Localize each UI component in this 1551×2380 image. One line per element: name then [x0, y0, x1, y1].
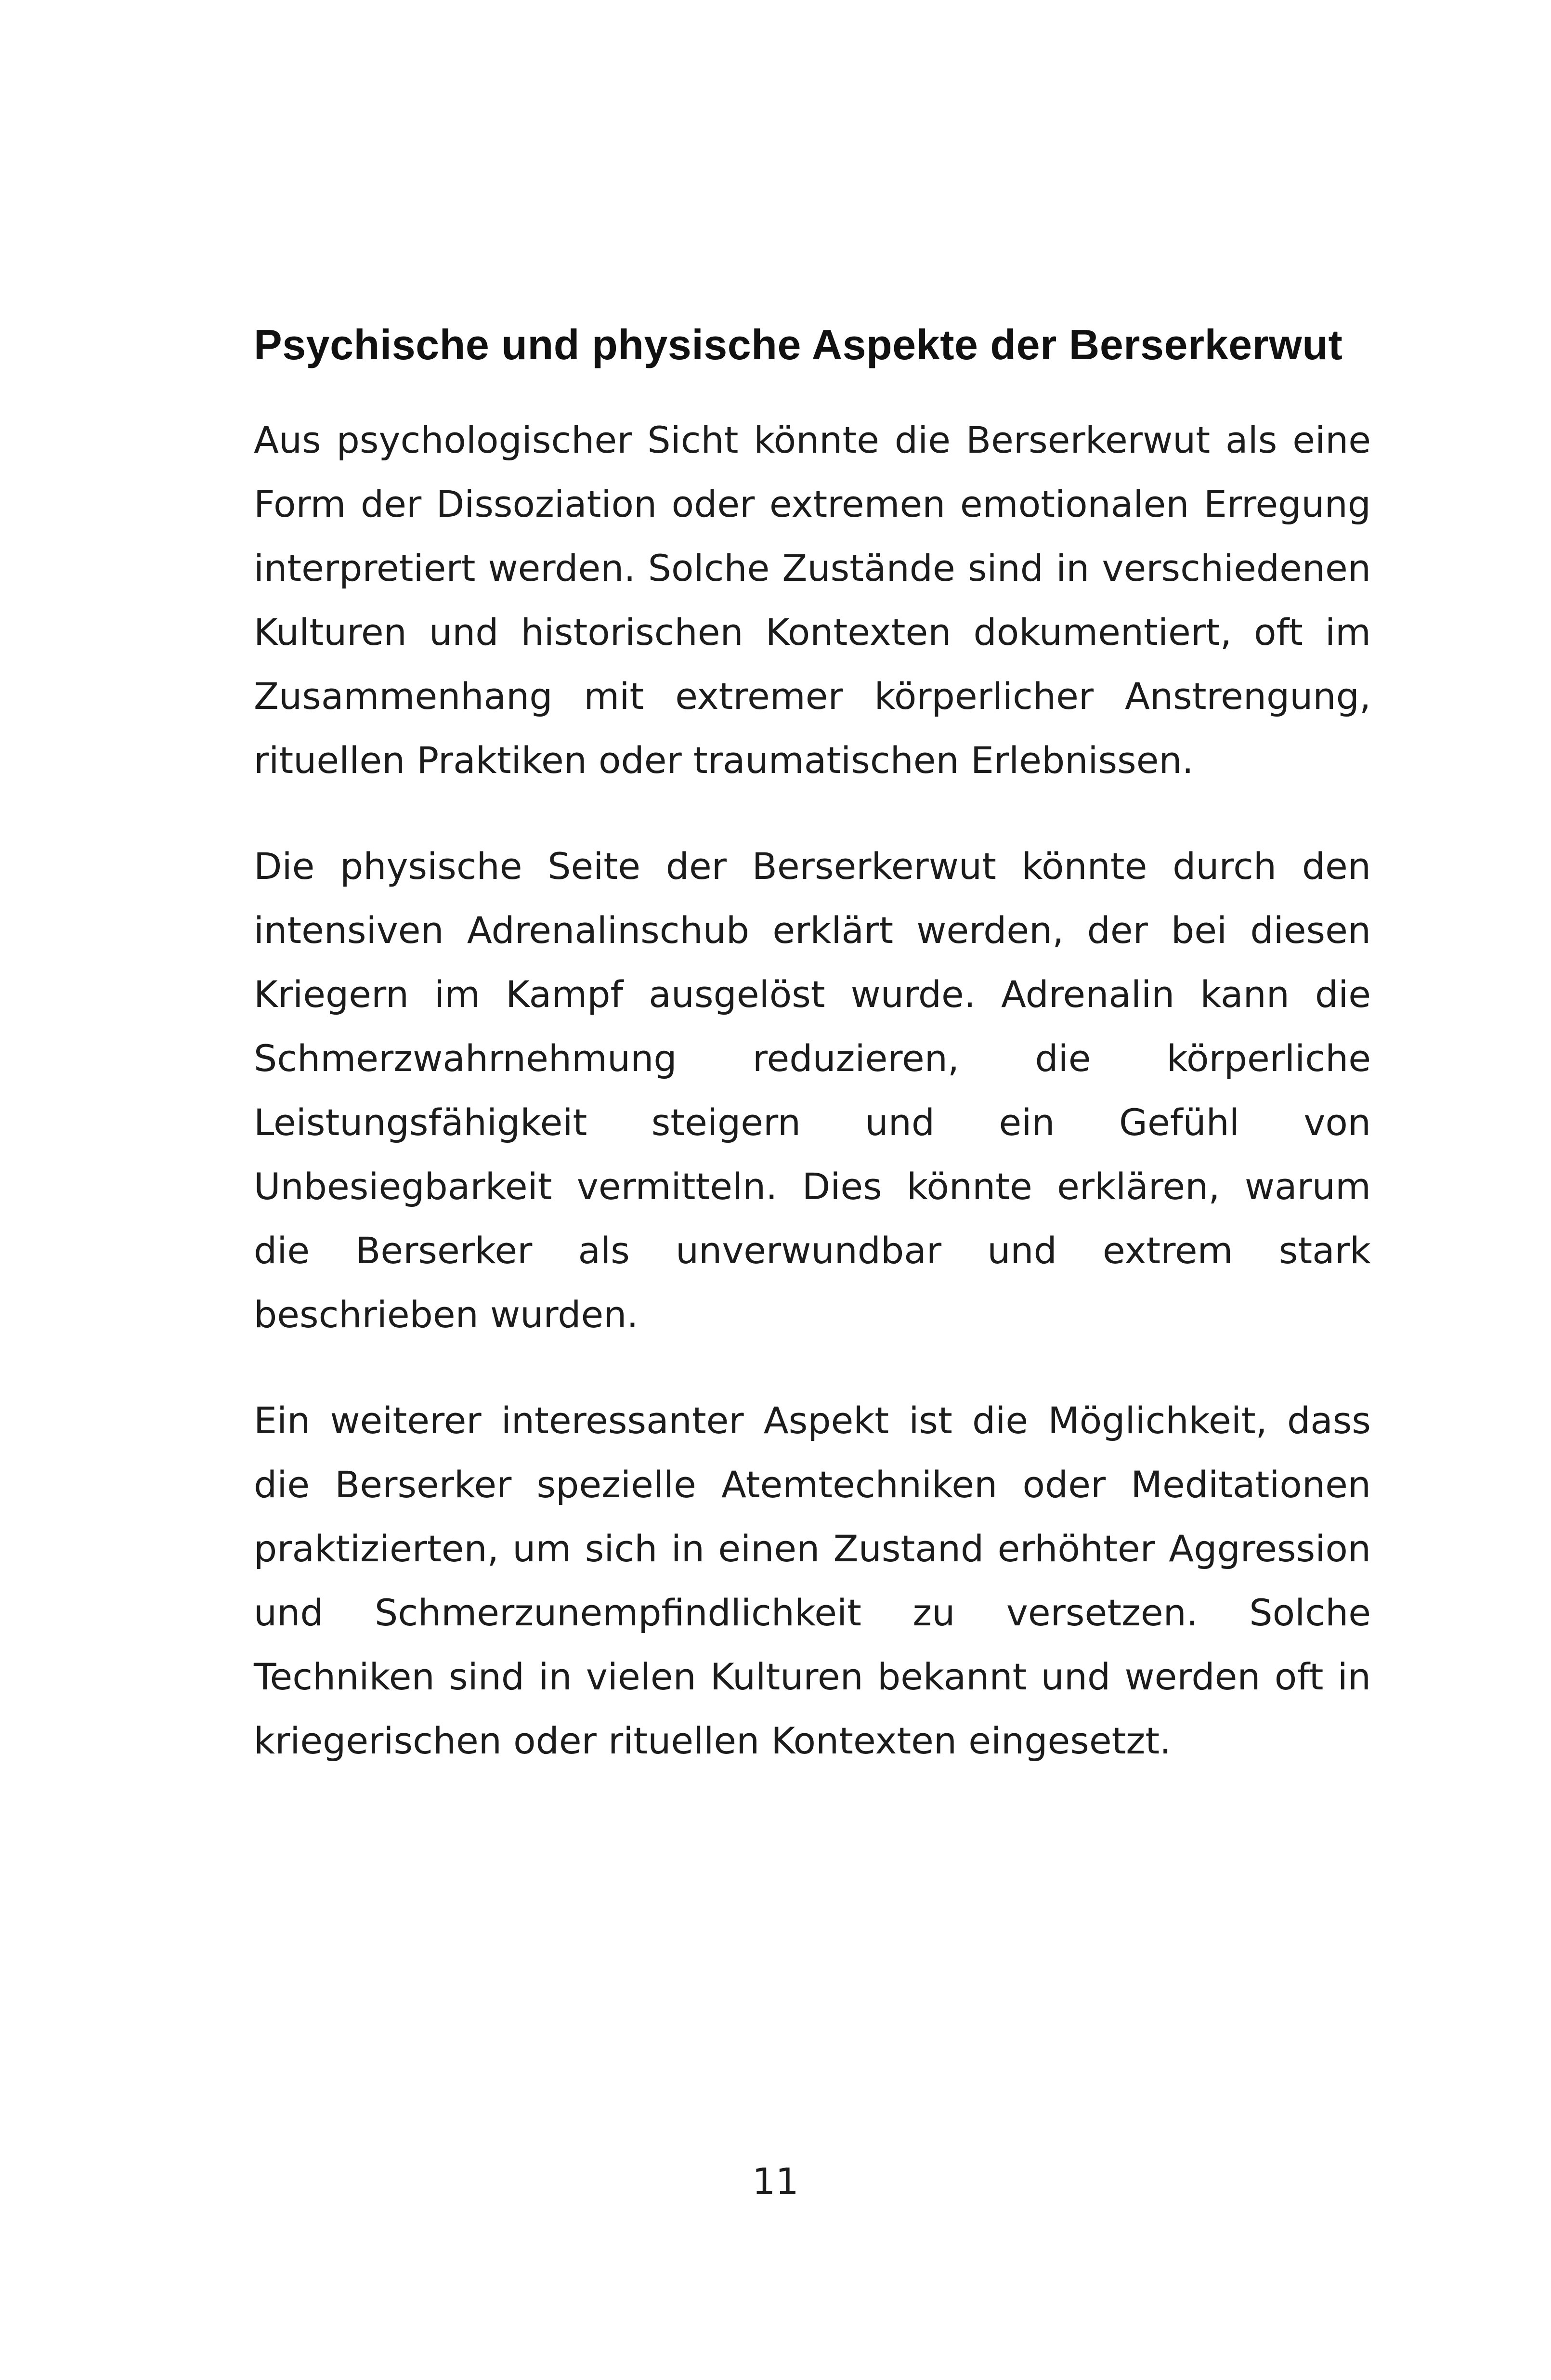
section-heading: Psychische und physische Aspekte der Berserkerwut [254, 321, 1343, 368]
page-number: 11 [752, 2160, 799, 2203]
page-content [254, 308, 1371, 1815]
paragraph-physical: Die physische Seite der Berserkerwut könnte durch den intensiven Adrenalinschub erklärt werden, der bei diesen Kriegern im Kampf ausgelöst wurde. Adrenalin kann die Schmerzwahrnehmung reduzieren, die körperliche Leistungsfähigkeit steigern und ein Gefühl von Unbesiegbarkeit vermitteln. Dies könnte erklären, warum die Berserker als unverwundbar und extrem stark beschrieben wurden. [254, 845, 1371, 1336]
paragraph-techniques: Ein weiterer interessanter Aspekt ist die Möglichkeit, dass die Berserker spezielle Atemtechniken oder Meditationen praktizierten, um sich in einen Zustand erhöhter Aggression und Schmerzunempfindlichkeit zu versetzen. Solche Techniken sind in vielen Kulturen bekannt und werden oft in kriegerischen oder rituellen Kontexten eingesetzt. [254, 1399, 1371, 1762]
paragraph-psychological: Aus psychologischer Sicht könnte die Berserkerwut als eine Form der Dissoziation oder extremen emotionalen Erregung interpretiert werden. Solche Zustände sind in verschiedenen Kulturen und historischen Kontexten dokumentiert, oft im Zusammenhang mit extremer körperlicher Anstrengung, rituellen Praktiken oder traumatischen Erlebnissen. [254, 418, 1371, 782]
